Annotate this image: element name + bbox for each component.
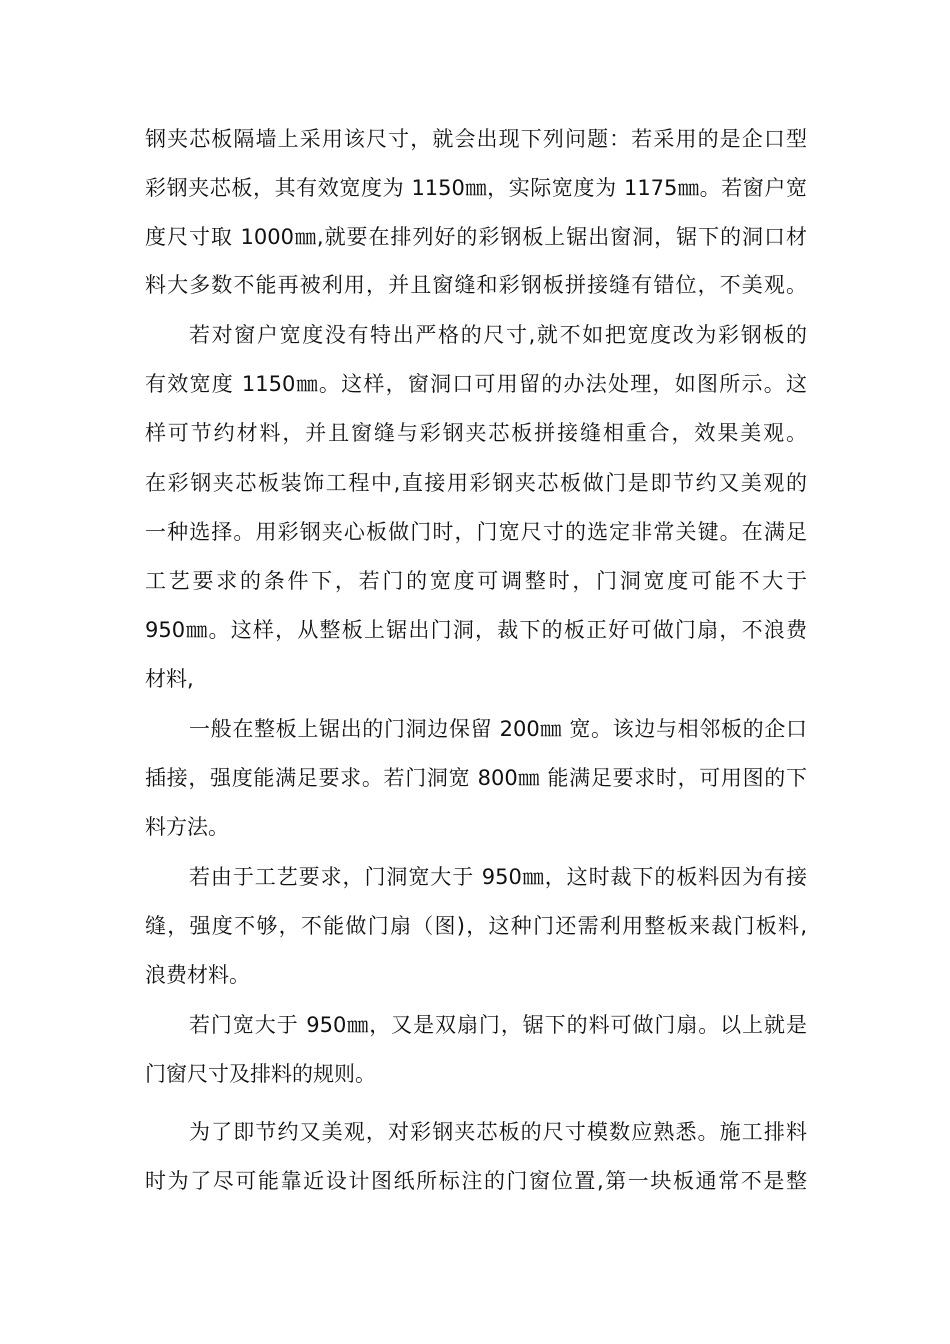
text-line: 950㎜。这样，从整板上锯出门洞，裁下的板正好可做门扇，不浪费 <box>145 618 807 642</box>
text-line: 彩钢夹芯板，其有效宽度为 1150㎜，实际宽度为 1175㎜。若窗户宽 <box>145 176 807 200</box>
text-line: 若对窗户宽度没有特出严格的尺寸,就不如把宽度改为彩钢板的 <box>189 323 807 347</box>
text-line: 材料, <box>145 667 194 691</box>
text-line: 浪费材料。 <box>145 963 250 987</box>
text-line: 缝，强度不够，不能做门扇（图)，这种门还需利用整板来裁门板料, <box>145 914 807 938</box>
text-line: 钢夹芯板隔墙上采用该尺寸，就会出现下列问题：若采用的是企口型 <box>145 127 807 151</box>
text-line: 料方法。 <box>145 815 229 839</box>
text-line: 在彩钢夹芯板装饰工程中,直接用彩钢夹芯板做门是即节约又美观的 <box>145 471 807 495</box>
text-line: 若由于工艺要求，门洞宽大于 950㎜，这时裁下的板料因为有接 <box>189 865 807 889</box>
text-line: 料大多数不能再被利用，并且窗缝和彩钢板拼接缝有错位，不美观。 <box>145 273 807 297</box>
text-line: 一种选择。用彩钢夹心板做门时，门宽尺寸的选定非常关键。在满足 <box>145 520 807 544</box>
text-line: 有效宽度 1150㎜。这样，窗洞口可用留的办法处理，如图所示。这 <box>145 372 807 396</box>
text-line: 样可节约材料，并且窗缝与彩钢夹芯板拼接缝相重合，效果美观。 <box>145 421 807 445</box>
text-line: 为了即节约又美观，对彩钢夹芯板的尺寸模数应熟悉。施工排料 <box>189 1120 807 1144</box>
text-line: 工艺要求的条件下，若门的宽度可调整时，门洞宽度可能不大于 <box>145 569 807 593</box>
text-line: 度尺寸取 1000㎜,就要在排列好的彩钢板上锯出窗洞，锯下的洞口材 <box>145 225 807 249</box>
text-line: 一般在整板上锯出的门洞边保留 200㎜ 宽。该边与相邻板的企口 <box>189 717 807 741</box>
text-line: 插接，强度能满足要求。若门洞宽 800㎜ 能满足要求时，可用图的下 <box>145 766 807 790</box>
text-line: 若门宽大于 950㎜，又是双扇门，锯下的料可做门扇。以上就是 <box>189 1013 807 1037</box>
text-line: 门窗尺寸及排料的规则。 <box>145 1062 376 1086</box>
text-line: 时为了尽可能靠近设计图纸所标注的门窗位置,第一块板通常不是整 <box>145 1169 807 1193</box>
